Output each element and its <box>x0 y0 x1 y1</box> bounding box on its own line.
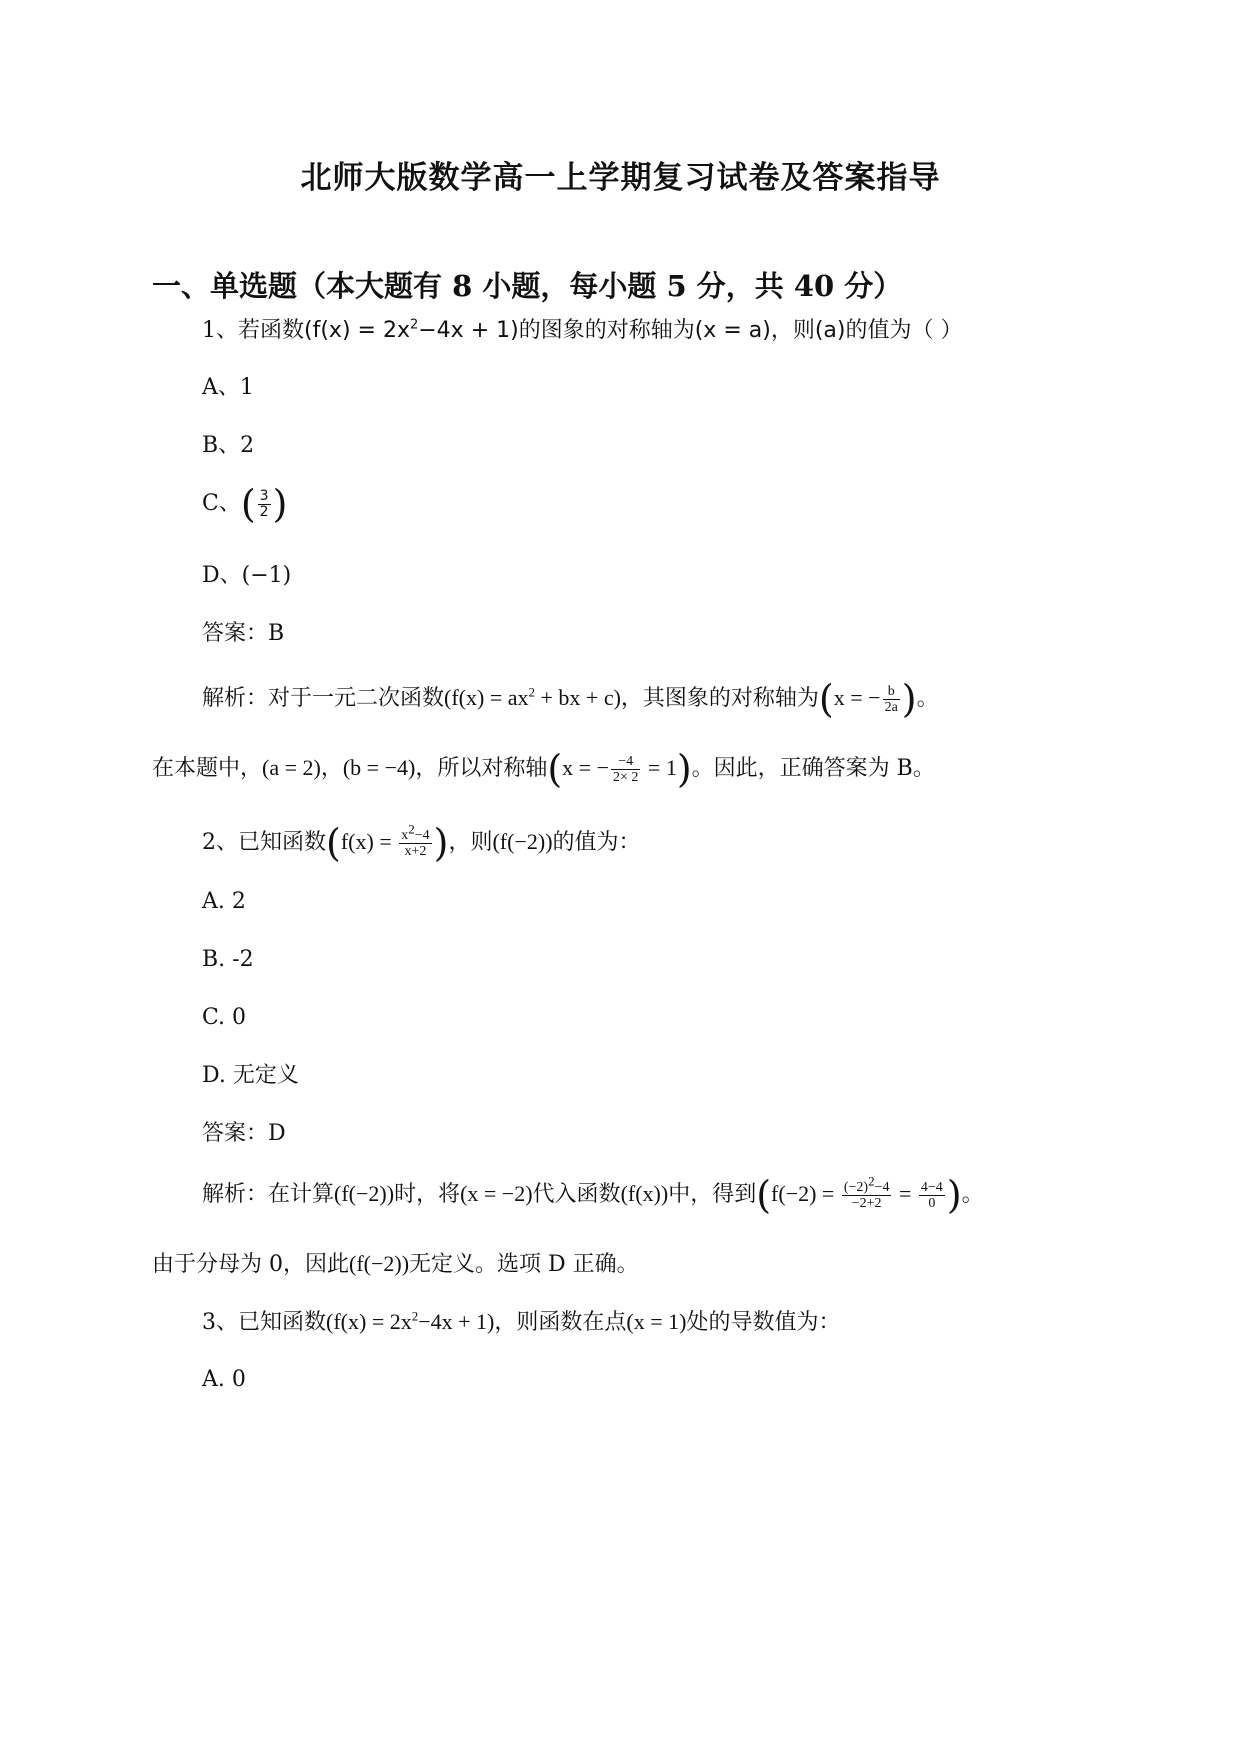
option-d: D. 无定义 <box>202 1063 299 1088</box>
explanation-text: ， <box>320 756 343 781</box>
option-b: B. -2 <box>202 947 254 972</box>
numerator: 3 <box>259 487 269 504</box>
option-d: D、(−1) <box>202 563 292 588</box>
math-part: x = − <box>833 685 881 710</box>
superscript: 2 <box>409 317 419 333</box>
fraction <box>842 1172 892 1211</box>
math-part: −4x + 1) <box>418 1309 495 1334</box>
right-paren: ) <box>676 747 692 791</box>
option-a: A、1 <box>202 375 254 400</box>
math-expression <box>304 318 519 343</box>
stem-text: ，则函数在点 <box>494 1310 627 1335</box>
math-expression: (a = 2) <box>262 755 321 780</box>
math-part: (f(x) = ax <box>444 685 529 710</box>
section-heading: 一、单选题（本大题有 8 小题，每小题 5 分，共 40 分） <box>152 269 903 303</box>
left-paren: ( <box>547 747 563 791</box>
right-paren: ) <box>901 677 917 721</box>
denominator: 2× 2 <box>613 769 639 785</box>
right-paren: ) <box>433 821 449 865</box>
explanation-text: 时，将 <box>394 1182 461 1207</box>
denominator: 2 <box>259 503 269 520</box>
option-a: A. 0 <box>202 1367 246 1392</box>
math-expression <box>444 685 621 710</box>
document-title: 北师大版数学高一上学期复习试卷及答案指导 <box>300 160 941 196</box>
explanation-text: 。 <box>916 686 939 711</box>
math-part: = 1 <box>642 755 677 780</box>
answer: 答案：D <box>202 1121 286 1146</box>
numerator <box>399 820 431 844</box>
math-part: = <box>893 1181 917 1206</box>
left-paren: ( <box>818 677 834 721</box>
right-paren: ) <box>272 482 288 526</box>
right-paren: ) <box>946 1173 962 1217</box>
explanation-text: 由于分母为 0，因此 <box>152 1252 349 1277</box>
stem-text: ，则 <box>448 830 493 855</box>
explanation-line-2 <box>152 747 935 791</box>
math-expression <box>326 1309 494 1334</box>
denominator: x+2 <box>404 843 427 859</box>
explanation-text: 中，得到 <box>668 1182 757 1207</box>
denominator: 2a <box>884 699 898 715</box>
option-a: A. 2 <box>202 889 246 914</box>
math-part: (−2) <box>843 1179 869 1195</box>
option-c: C. 0 <box>202 1005 247 1030</box>
numerator <box>842 1172 892 1196</box>
numerator: 4−4 <box>920 1179 943 1195</box>
option-b: B、2 <box>202 433 255 458</box>
stem-text: ，则 <box>770 318 815 343</box>
explanation-text: 在本题中， <box>152 756 263 781</box>
math-expression: (x = a) <box>694 318 771 343</box>
fraction <box>258 489 271 520</box>
superscript: 2 <box>411 1308 419 1324</box>
fraction <box>883 684 900 715</box>
explanation-line-1 <box>202 677 939 721</box>
denominator: 0 <box>928 1195 936 1211</box>
explanation-text: 。 <box>961 1182 984 1207</box>
question-number: 1、 <box>202 318 238 343</box>
math-expression: (x = 1) <box>626 1309 687 1334</box>
numerator: b <box>883 684 900 700</box>
stem-text: 的值为： <box>552 830 641 855</box>
math-part: x = − <box>562 755 609 780</box>
stem-text: 处的导数值为： <box>686 1310 841 1335</box>
explanation-text: ，其图象的对称轴为 <box>620 686 819 711</box>
math-part: (f(x) = 2x <box>326 1309 412 1334</box>
math-part: + bx + c) <box>535 685 621 710</box>
superscript: 2 <box>408 820 415 836</box>
question-2-stem <box>202 820 641 865</box>
answer: 答案：B <box>202 621 285 646</box>
fraction <box>399 820 431 859</box>
math-part: −4x + 1) <box>418 318 519 343</box>
stem-text: 的值为（ ） <box>845 318 963 343</box>
question-number: 3、 <box>202 1310 238 1335</box>
explanation-text: 。因此，正确答案为 B。 <box>691 756 935 781</box>
fraction <box>919 1180 945 1211</box>
math-part: −4 <box>874 1179 890 1195</box>
left-paren: ( <box>756 1173 772 1217</box>
question-number: 2、 <box>202 830 238 855</box>
math-part: −4 <box>414 827 430 843</box>
denominator: −2+2 <box>851 1195 882 1211</box>
math-part: f(x) = <box>340 829 398 854</box>
superscript: 2 <box>528 684 535 700</box>
explanation-text: 无定义。选项 D 正确。 <box>409 1252 639 1277</box>
explanation-line-2 <box>152 1248 639 1281</box>
explanation-text: 解析：在计算 <box>202 1182 335 1207</box>
math-expression: (b = −4) <box>342 755 416 780</box>
question-3-stem <box>202 1306 840 1339</box>
explanation-line-1 <box>202 1172 984 1217</box>
option-label: C、 <box>202 491 241 516</box>
math-expression: (f(x)) <box>620 1181 669 1206</box>
question-1-stem <box>202 315 962 347</box>
math-expression: (f(−2)) <box>349 1251 410 1276</box>
explanation-text: 解析：对于一元二次函数 <box>202 686 445 711</box>
fraction <box>611 754 640 785</box>
explanation-text: 代入函数 <box>532 1182 621 1207</box>
numerator: −4 <box>611 754 640 770</box>
stem-text: 已知函数 <box>238 830 327 855</box>
math-expression: (x = −2) <box>460 1181 533 1206</box>
option-c <box>202 482 288 526</box>
math-part: x <box>401 827 409 843</box>
math-part: f(−2) = <box>771 1181 840 1206</box>
math-expression: (a) <box>814 318 846 343</box>
math-part: (f(x) = 2x <box>304 318 410 343</box>
explanation-text: ，所以对称轴 <box>415 756 548 781</box>
superscript: 2 <box>868 1172 875 1188</box>
stem-text: 若函数 <box>238 318 305 343</box>
stem-text: 的图象的对称轴为 <box>518 318 695 343</box>
left-paren: ( <box>240 482 256 526</box>
math-expression: (f(−2)) <box>334 1181 395 1206</box>
math-expression: (f(−2)) <box>492 829 553 854</box>
stem-text: 已知函数 <box>238 1310 327 1335</box>
left-paren: ( <box>326 821 341 865</box>
